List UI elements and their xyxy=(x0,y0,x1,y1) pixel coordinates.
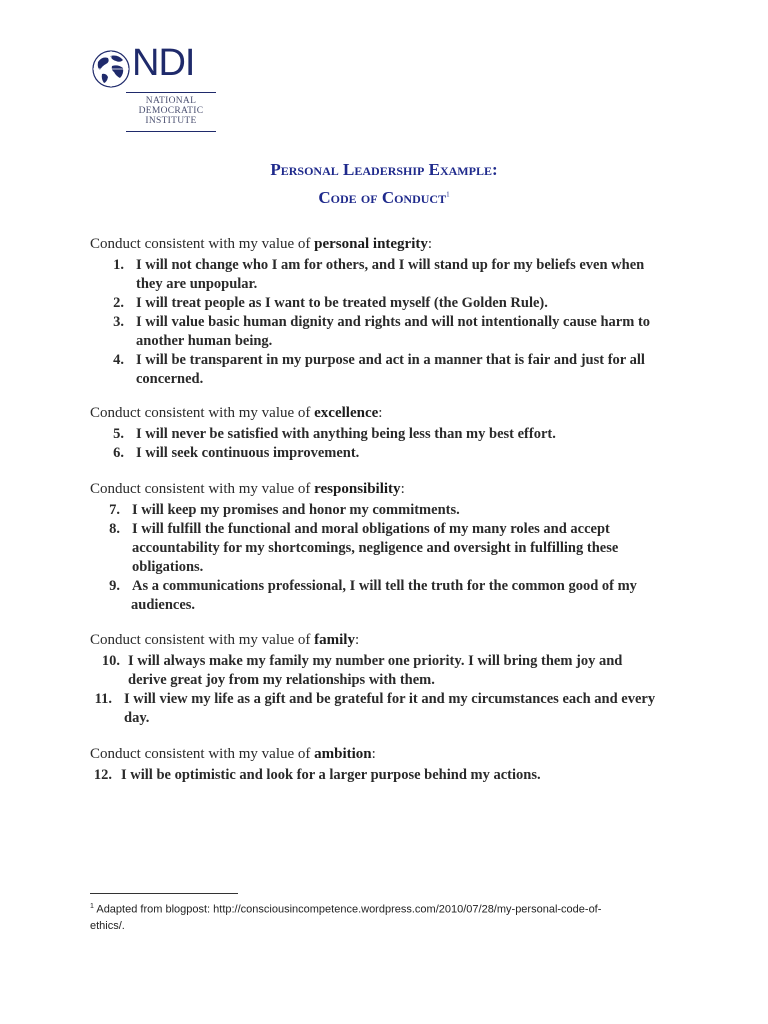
intro-colon: : xyxy=(354,632,360,648)
item-text: I will fulfill the functional and moral obligations of my many roles and accept xyxy=(132,521,610,537)
page-subtitle xyxy=(0,188,768,208)
globe-icon xyxy=(90,48,132,90)
item-text: concerned. xyxy=(136,371,204,387)
item-number: 1. xyxy=(113,257,124,273)
item-text: I will treat people as I want to be treated myself (the Golden Rule). xyxy=(136,295,548,311)
item-text: I will not change who I am for others, and I will stand up for my beliefs even when xyxy=(136,257,645,273)
ndi-logo xyxy=(90,42,220,142)
intro-text: Conduct consistent with my value of xyxy=(90,632,315,648)
item-number: 10. xyxy=(101,653,120,669)
item-number: 7. xyxy=(109,502,120,518)
item-number: 6. xyxy=(113,445,124,461)
footnote-marker: 1 xyxy=(90,903,94,910)
value-name: responsibility xyxy=(314,481,401,497)
item-number: 8. xyxy=(109,521,120,537)
footnote-rule xyxy=(90,893,238,894)
logo-line-1: NATIONAL xyxy=(145,96,197,106)
item-number: 3. xyxy=(113,314,124,330)
intro-text: Conduct consistent with my value of xyxy=(90,746,315,762)
item-number: 2. xyxy=(113,295,124,311)
item-text: derive great joy from my relationships with them. xyxy=(128,672,435,688)
item-text: I will seek continuous improvement. xyxy=(136,445,360,461)
item-text: I will never be satisfied with anything being less than my best effort. xyxy=(136,426,556,442)
section-intro xyxy=(90,746,376,763)
footnote-ref: 1 xyxy=(446,190,450,199)
logo-line-3: INSTITUTE xyxy=(145,116,197,126)
item-text: audiences. xyxy=(131,597,196,613)
item-text: obligations. xyxy=(132,559,204,575)
logo-line-2: DEMOCRATIC xyxy=(138,106,204,116)
footnote-text: Adapted from blogpost: http://consciousincompetence.wordpress.com/2010/07/28/my-personal-code-of- xyxy=(93,903,602,916)
value-name: family xyxy=(314,632,355,648)
item-text: they are unpopular. xyxy=(136,276,258,292)
item-text: I will always make my family my number one priority. I will bring them joy and xyxy=(128,653,623,669)
item-text: As a communications professional, I will tell the truth for the common good of my xyxy=(132,578,637,594)
item-number: 4. xyxy=(113,352,124,368)
item-number: 9. xyxy=(109,578,120,594)
item-text: I will be transparent in my purpose and act in a manner that is fair and just for all xyxy=(136,352,645,368)
intro-colon: : xyxy=(371,746,376,762)
logo-subtitle xyxy=(126,96,216,126)
item-number: 12. xyxy=(93,767,112,783)
item-text: I will view my life as a gift and be grateful for it and my circumstances each and every xyxy=(124,691,656,707)
item-text: I will value basic human dignity and rights and will not intentionally cause harm to xyxy=(136,314,651,330)
subtitle-text: Code of Conduct xyxy=(318,188,447,207)
value-name: personal integrity xyxy=(314,236,428,252)
intro-text: Conduct consistent with my value of xyxy=(90,236,315,252)
section-intro xyxy=(90,236,432,253)
item-number: 11. xyxy=(94,691,112,707)
footnote-text-cont: ethics/. xyxy=(90,919,125,932)
logo-rule xyxy=(126,92,216,93)
item-text: I will be optimistic and look for a larger purpose behind my actions. xyxy=(121,767,541,783)
value-name: excellence xyxy=(314,405,379,421)
item-number: 5. xyxy=(113,426,124,442)
intro-text: Conduct consistent with my value of xyxy=(90,481,315,497)
intro-colon: : xyxy=(400,481,405,497)
intro-text: Conduct consistent with my value of xyxy=(90,405,315,421)
intro-colon: : xyxy=(427,236,433,252)
value-name: ambition xyxy=(314,746,372,762)
item-text: I will keep my promises and honor my commitments. xyxy=(132,502,460,518)
section-intro xyxy=(90,481,405,498)
logo-rule xyxy=(126,131,216,132)
item-text: another human being. xyxy=(136,333,273,349)
footnote xyxy=(90,899,670,934)
section-intro xyxy=(90,632,359,649)
section-intro xyxy=(90,405,382,422)
item-text: day. xyxy=(124,710,150,726)
intro-colon: : xyxy=(378,405,383,421)
page-title: Personal Leadership Example: xyxy=(270,160,498,179)
logo-wordmark: NDI xyxy=(132,42,195,84)
item-text: accountability for my shortcomings, negligence and oversight in fulfilling these xyxy=(132,540,619,556)
